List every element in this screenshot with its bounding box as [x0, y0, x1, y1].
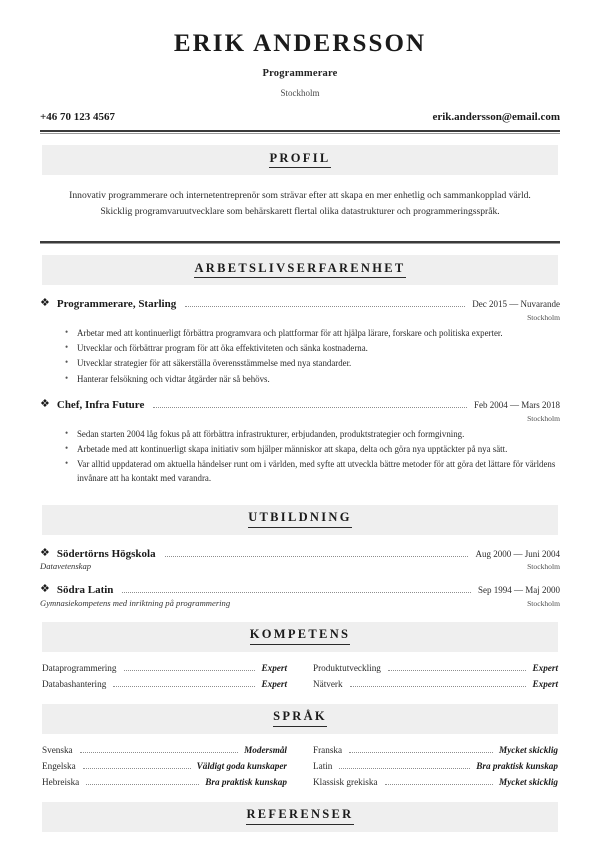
language-level: Modersmål: [244, 744, 287, 755]
language-row: [42, 745, 287, 756]
language-label: Klassisk grekiska: [313, 776, 378, 787]
contact-email[interactable]: erik.andersson@email.com: [432, 110, 560, 123]
languages-grid: [40, 745, 560, 788]
list-item: • Hanterar felsökning och vidtar åtgärder när så behövs.: [65, 373, 560, 387]
dotted-leader: [86, 783, 199, 785]
section-header-skills: [42, 622, 558, 652]
section-header-experience: [42, 255, 558, 285]
section-header-profile: [42, 145, 558, 175]
dotted-leader: [388, 669, 527, 671]
section-header-references: [42, 802, 558, 832]
language-label: Engelska: [42, 760, 76, 771]
section-header-languages: [42, 704, 558, 734]
spacer-before-references: [40, 788, 560, 802]
skill-level: Expert: [261, 662, 287, 673]
language-row: [313, 761, 558, 772]
language-row: [42, 777, 287, 788]
language-row: [42, 761, 287, 772]
language-level: Bra praktisk kunskap: [205, 776, 287, 787]
language-level: Mycket skicklig: [499, 776, 558, 787]
skill-row: [313, 679, 558, 690]
dotted-leader: [83, 767, 191, 769]
experience-title: Chef, Infra Future: [56, 399, 145, 412]
language-level: Bra praktisk kunskap: [476, 760, 558, 771]
candidate-name: ERIK ANDERSSON: [173, 30, 427, 57]
experience-entry-head: [40, 298, 560, 311]
experience-bullet-list: [40, 428, 560, 486]
language-row: [313, 745, 558, 756]
education-program: Gymnasiekompetens med inriktning på programmering: [40, 597, 231, 608]
list-item: • Sedan starten 2004 låg fokus på att förbättra infrastrukturer, erbjudanden, produktstrategier och formgivning.: [65, 428, 560, 442]
list-item: • Utvecklar och förbättrar program för att öka effektiviteten och sänka kostnaderna.: [65, 342, 560, 356]
language-row: [313, 777, 558, 788]
language-label: Svenska: [42, 744, 73, 755]
diamond-marker-icon: ❖: [40, 398, 50, 411]
list-item: • Var alltid uppdaterad om aktuella händelser runt om i världen, med syfte att utveckla bättre metoder för att göra det lättare för världens invånare att ha kontakt med varandra.: [65, 458, 560, 486]
skill-level: Expert: [261, 678, 287, 689]
dotted-leader: [385, 783, 493, 785]
dotted-leader: [165, 555, 469, 557]
candidate-job-title: Programmerare: [262, 67, 338, 79]
diamond-marker-icon: ❖: [40, 297, 50, 310]
diamond-marker-icon: ❖: [40, 546, 50, 559]
diamond-marker-icon: ❖: [40, 583, 50, 596]
spacer-after-profile: [40, 220, 560, 234]
skill-row: [42, 679, 287, 690]
education-date: Aug 2000 — Juni 2004: [475, 548, 560, 559]
section-title-education: UTBILDNING: [248, 511, 352, 528]
experience-entry-head: [40, 399, 560, 412]
experience-date: Dec 2015 — Nuvarande: [472, 299, 560, 310]
dotted-leader: [339, 767, 470, 769]
spacer-before-education: [40, 488, 560, 505]
dotted-leader: [349, 751, 493, 753]
experience-title: Programmerare, Starling: [56, 298, 177, 311]
spacer-before-profile: [40, 134, 560, 145]
spacer-before-skills: [40, 608, 560, 622]
skill-level: Expert: [532, 662, 558, 673]
education-location: Stockholm: [527, 598, 560, 608]
dotted-leader: [185, 305, 465, 307]
education-entry: [40, 548, 560, 572]
dotted-leader: [80, 751, 238, 753]
education-subrow: [40, 560, 560, 571]
section-title-experience: ARBETSLIVSERFARENHET: [194, 262, 405, 279]
section-title-skills: KOMPETENS: [250, 628, 351, 645]
education-entry: [40, 584, 560, 608]
experience-location: Stockholm: [527, 413, 560, 423]
education-program: Datavetenskap: [40, 561, 92, 572]
section-title-references: REFERENSER: [246, 808, 353, 825]
skill-row: [42, 663, 287, 674]
profile-summary-text: Innovativ programmerare och internetentreprenör som strävar efter att skapa en mer enhetlig och sammankopplad värld. Skicklig programvaruutvecklare som behärskarett flertal olika datastrukturer och programmeringsspråk.: [69, 190, 531, 217]
section-title-profile: PROFIL: [269, 152, 330, 169]
language-label: Hebreiska: [42, 776, 80, 787]
dotted-leader: [113, 685, 255, 687]
education-date: Sep 1994 — Maj 2000: [478, 585, 560, 596]
contact-phone[interactable]: +46 70 123 4567: [40, 110, 116, 123]
spacer-before-experience: [40, 244, 560, 255]
dotted-leader: [350, 685, 527, 687]
experience-entry: [40, 399, 560, 486]
list-item: • Utvecklar strategier för att säkerställa överensstämmelse med nya standarder.: [65, 357, 560, 371]
list-item: • Arbetar med att kontinuerligt förbättra programvara och plattformar för att hjälpa lärare, forskare och politiska experter.: [65, 327, 560, 341]
contact-row: [40, 111, 560, 123]
spacer-before-languages: [40, 690, 560, 704]
candidate-city: Stockholm: [280, 87, 320, 98]
skill-label: Produktutveckling: [313, 662, 381, 673]
education-entry-head: [40, 548, 560, 561]
experience-bullet-list: [40, 327, 560, 387]
education-school: Södertörns Högskola: [56, 547, 156, 560]
skill-label: Nätverk: [313, 678, 343, 689]
language-label: Latin: [313, 760, 333, 771]
education-location: Stockholm: [527, 562, 560, 572]
resume-header: [40, 30, 560, 134]
education-school: Södra Latin: [56, 584, 114, 597]
education-subrow: [40, 597, 560, 608]
dotted-leader: [122, 591, 471, 593]
experience-entry: [40, 298, 560, 386]
skill-row: [313, 663, 558, 674]
skill-level: Expert: [532, 678, 558, 689]
dotted-leader: [124, 669, 256, 671]
education-entry-head: [40, 584, 560, 597]
dotted-leader: [153, 406, 467, 408]
language-label: Franska: [313, 744, 343, 755]
skill-label: Dataprogrammering: [42, 662, 117, 673]
language-level: Mycket skicklig: [499, 744, 558, 755]
skills-grid: [40, 663, 560, 690]
language-level: Väldigt goda kunskaper: [196, 760, 287, 771]
experience-location: Stockholm: [527, 312, 560, 322]
list-item: • Arbetade med att kontinuerligt skapa initiativ som hjälper människor att skapa, delta och göra nya upptäckter på nya sätt.: [65, 443, 560, 457]
skill-label: Databashantering: [42, 678, 107, 689]
section-header-education: [42, 505, 558, 535]
experience-date: Feb 2004 — Mars 2018: [474, 400, 560, 411]
section-title-languages: SPRÅK: [273, 710, 327, 727]
